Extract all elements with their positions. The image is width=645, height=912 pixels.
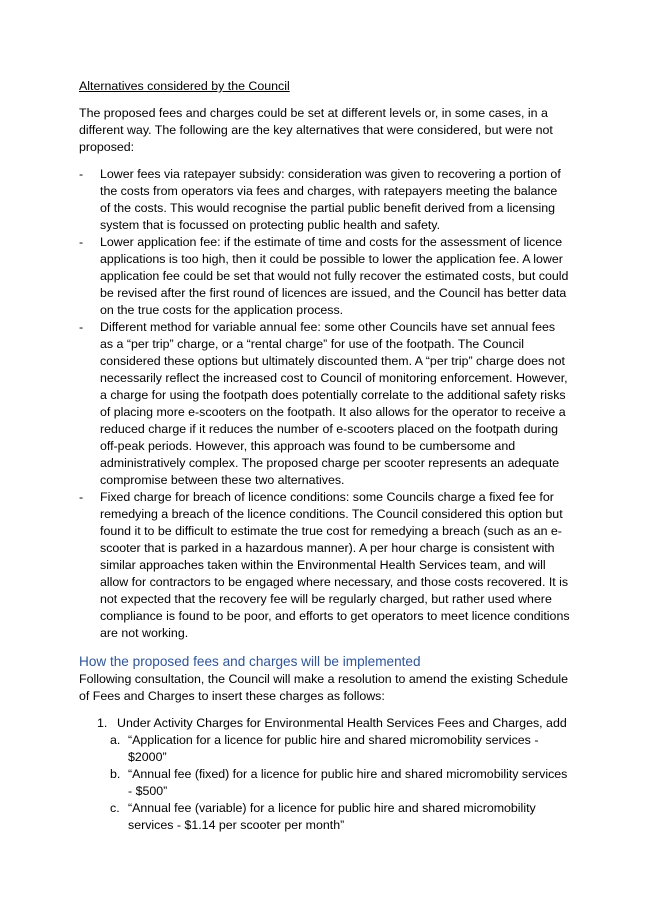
dash-bullet: -	[79, 167, 84, 181]
alternatives-intro: The proposed fees and charges could be set at different levels or, in some cases, in a different way. The following are the key alternatives that were considered, but were not proposed:	[79, 106, 553, 154]
item-number: 1.	[97, 716, 108, 730]
numbered-item-text: Under Activity Charges for Environmental Health Services Fees and Charges, add	[117, 716, 567, 730]
sub-list-item-text: “Application for a licence for public hire and shared micromobility services - $2000”	[128, 733, 539, 764]
item-letter: c.	[110, 801, 120, 815]
list-item	[79, 319, 571, 489]
sub-list-item	[92, 766, 571, 800]
alternatives-heading: Alternatives considered by the Council	[79, 79, 290, 93]
implementation-list	[79, 715, 571, 732]
implementation-intro: Following consultation, the Council will make a resolution to amend the existing Schedule of Fees and Charges to insert these charges as follows:	[79, 672, 569, 703]
sub-list-item	[92, 732, 571, 766]
document-page	[79, 78, 571, 834]
sub-list-item-text: “Annual fee (fixed) for a licence for public hire and shared micromobility services - $500”	[128, 767, 568, 798]
list-item-text: Lower fees via ratepayer subsidy: consideration was given to recovering a portion of the costs from operators via fees and charges, with ratepayers meeting the balance of the costs. This would recognise the partial public benefit derived from a licensing system that is focussed on protecting public health and safety.	[100, 167, 561, 232]
item-letter: a.	[110, 733, 121, 747]
charges-sublist	[79, 732, 571, 834]
sub-list-item	[92, 800, 571, 834]
dash-bullet: -	[79, 320, 84, 334]
sub-list-item-text: “Annual fee (variable) for a licence for public hire and shared micromobility services - $1.14 per scooter per month”	[128, 801, 536, 832]
alternatives-list	[79, 166, 571, 642]
implementation-heading: How the proposed fees and charges will be implemented	[79, 654, 421, 669]
dash-bullet: -	[79, 490, 84, 504]
list-item	[79, 234, 571, 319]
list-item-text: Different method for variable annual fee: some other Councils have set annual fees as a “per trip” charge, or a “rental charge” for use of the footpath. The Council considered these options but ultimately discounted them. A “per trip” charge does not necessarily reflect the increased cost to Council of monitoring enforcement. However, a charge for using the footpath does potentially correlate to the additional safety risks of placing more e-scooters on the footpath. It also allows for the operator to receive a reduced charge if it reduces the number of e-scooters placed on the footpath during off-peak periods. However, this approach was found to be cumbersome and administratively complex. The proposed charge per scooter represents an adequate compromise between these two alternatives.	[100, 320, 568, 487]
dash-bullet: -	[79, 235, 84, 249]
numbered-item	[79, 715, 571, 732]
list-item	[79, 166, 571, 234]
list-item-text: Lower application fee: if the estimate of time and costs for the assessment of licence applications is too high, then it could be possible to lower the application fee. A lower application fee could be set that would not fully recover the estimated costs, but could be revised after the first round of licences are issued, and the Council has better data on the true costs for the application process.	[100, 235, 569, 317]
item-letter: b.	[110, 767, 121, 781]
list-item	[79, 489, 571, 642]
list-item-text: Fixed charge for breach of licence conditions: some Councils charge a fixed fee for remedying a breach of the licence conditions. The Council considered this option but found it to be difficult to estimate the true cost for remedying a breach (such as an e-scooter that is parked in a hazardous manner). A per hour charge is consistent with similar approaches taken within the Environmental Health Services team, and will allow for contractors to be engaged where necessary, and those costs recovered. It is not expected that the recovery fee will be regularly charged, but rather used where compliance is found to be poor, and efforts to get operators to meet licence conditions are not working.	[100, 490, 570, 640]
